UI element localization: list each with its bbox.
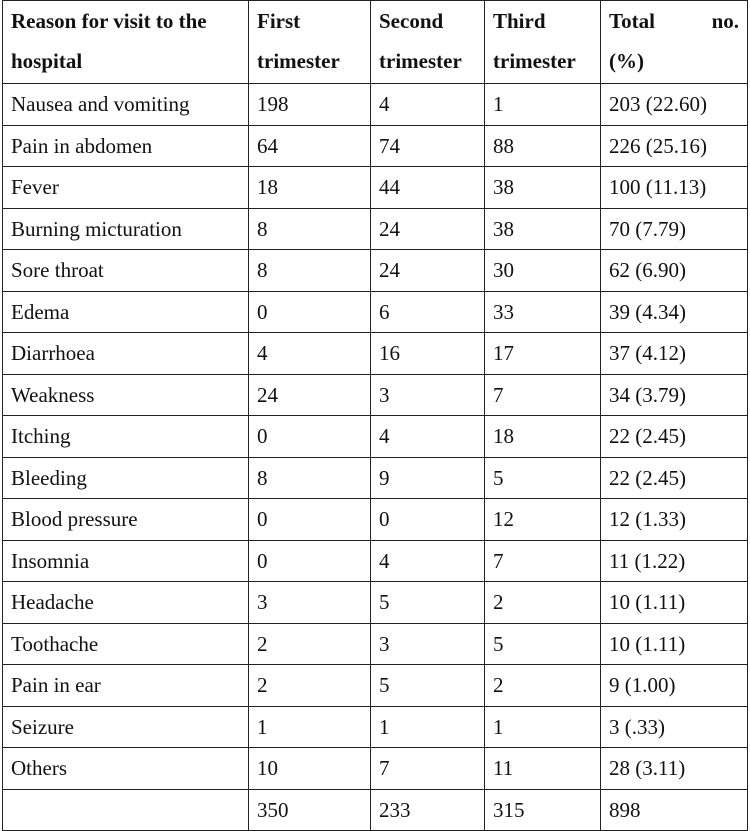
cell-reason: Itching	[3, 416, 249, 458]
cell-third: 30	[485, 250, 601, 292]
cell-second: 7	[371, 748, 485, 790]
header-row	[3, 1, 748, 84]
cell-first: 3	[249, 582, 371, 624]
cell-third: 11	[485, 748, 601, 790]
header-total-word1: Total	[609, 9, 655, 33]
cell-third: 33	[485, 291, 601, 333]
cell-first: 0	[249, 416, 371, 458]
cell-reason: Blood pressure	[3, 499, 249, 541]
cell-total: 9 (1.00)	[601, 665, 748, 707]
header-total-line2: (%)	[609, 49, 644, 73]
cell-total: 3 (.33)	[601, 706, 748, 748]
cell-reason: Diarrhoea	[3, 333, 249, 375]
table-row	[3, 208, 748, 250]
header-third-trimester	[485, 1, 601, 84]
cell-reason: Fever	[3, 167, 249, 209]
table-row	[3, 416, 748, 458]
cell-second: 4	[371, 84, 485, 126]
cell-third: 2	[485, 665, 601, 707]
cell-second: 3	[371, 374, 485, 416]
cell-third-total: 315	[485, 789, 601, 831]
table-row	[3, 84, 748, 126]
cell-total: 10 (1.11)	[601, 582, 748, 624]
cell-second: 0	[371, 499, 485, 541]
header-reason	[3, 1, 249, 84]
cell-third: 88	[485, 125, 601, 167]
cell-reason: Burning micturation	[3, 208, 249, 250]
cell-second: 74	[371, 125, 485, 167]
cell-first: 8	[249, 250, 371, 292]
header-reason-line2: hospital	[11, 49, 83, 73]
cell-third: 7	[485, 374, 601, 416]
cell-first: 8	[249, 208, 371, 250]
cell-total: 62 (6.90)	[601, 250, 748, 292]
table-row	[3, 291, 748, 333]
totals-row	[3, 789, 748, 831]
cell-third: 17	[485, 333, 601, 375]
cell-second: 3	[371, 623, 485, 665]
cell-first: 24	[249, 374, 371, 416]
cell-total: 12 (1.33)	[601, 499, 748, 541]
cell-total: 100 (11.13)	[601, 167, 748, 209]
cell-first: 8	[249, 457, 371, 499]
cell-reason: Bleeding	[3, 457, 249, 499]
cell-second-total: 233	[371, 789, 485, 831]
header-second-line2: trimester	[379, 49, 462, 73]
cell-first: 2	[249, 623, 371, 665]
cell-total: 203 (22.60)	[601, 84, 748, 126]
cell-third: 5	[485, 457, 601, 499]
table-row	[3, 374, 748, 416]
cell-total: 39 (4.34)	[601, 291, 748, 333]
cell-total: 70 (7.79)	[601, 208, 748, 250]
cell-first: 10	[249, 748, 371, 790]
table-row	[3, 706, 748, 748]
header-third-line2: trimester	[493, 49, 576, 73]
header-first-line2: trimester	[257, 49, 340, 73]
cell-third: 5	[485, 623, 601, 665]
header-total-word2: no.	[711, 9, 739, 33]
cell-third: 38	[485, 167, 601, 209]
cell-first-total: 350	[249, 789, 371, 831]
cell-first: 0	[249, 499, 371, 541]
cell-first: 4	[249, 333, 371, 375]
table-row	[3, 125, 748, 167]
table-row	[3, 540, 748, 582]
cell-third: 18	[485, 416, 601, 458]
cell-second: 9	[371, 457, 485, 499]
cell-reason: Toothache	[3, 623, 249, 665]
cell-reason: Pain in abdomen	[3, 125, 249, 167]
cell-third: 7	[485, 540, 601, 582]
table-row	[3, 582, 748, 624]
cell-reason: Pain in ear	[3, 665, 249, 707]
cell-third: 1	[485, 706, 601, 748]
cell-second: 5	[371, 665, 485, 707]
cell-grand-total: 898	[601, 789, 748, 831]
cell-reason: Headache	[3, 582, 249, 624]
header-second-line1: Second	[379, 9, 444, 33]
cell-total: 11 (1.22)	[601, 540, 748, 582]
header-total-line1	[609, 1, 739, 41]
cell-total: 22 (2.45)	[601, 416, 748, 458]
cell-total: 10 (1.11)	[601, 623, 748, 665]
cell-reason: Edema	[3, 291, 249, 333]
cell-second: 16	[371, 333, 485, 375]
cell-reason	[3, 789, 249, 831]
cell-second: 4	[371, 540, 485, 582]
cell-reason: Sore throat	[3, 250, 249, 292]
cell-second: 4	[371, 416, 485, 458]
cell-first: 0	[249, 291, 371, 333]
cell-second: 6	[371, 291, 485, 333]
cell-reason: Insomnia	[3, 540, 249, 582]
reasons-table	[2, 0, 748, 831]
cell-reason: Seizure	[3, 706, 249, 748]
header-first-trimester	[249, 1, 371, 84]
cell-first: 0	[249, 540, 371, 582]
cell-total: 28 (3.11)	[601, 748, 748, 790]
cell-second: 1	[371, 706, 485, 748]
table-row	[3, 333, 748, 375]
header-reason-line1: Reason for visit to the	[11, 9, 207, 33]
table-row	[3, 499, 748, 541]
table-row	[3, 623, 748, 665]
cell-first: 64	[249, 125, 371, 167]
header-second-trimester	[371, 1, 485, 84]
cell-total: 226 (25.16)	[601, 125, 748, 167]
cell-first: 1	[249, 706, 371, 748]
header-reason-line1-wrap	[11, 1, 240, 41]
table-row	[3, 250, 748, 292]
cell-second: 44	[371, 167, 485, 209]
cell-first: 198	[249, 84, 371, 126]
cell-second: 24	[371, 250, 485, 292]
cell-first: 2	[249, 665, 371, 707]
cell-reason: Others	[3, 748, 249, 790]
cell-second: 5	[371, 582, 485, 624]
cell-third: 1	[485, 84, 601, 126]
table-row	[3, 457, 748, 499]
header-total	[601, 1, 748, 84]
cell-total: 34 (3.79)	[601, 374, 748, 416]
table-row	[3, 748, 748, 790]
table-row	[3, 665, 748, 707]
cell-third: 2	[485, 582, 601, 624]
header-third-line1: Third	[493, 9, 546, 33]
header-first-line1: First	[257, 9, 301, 33]
cell-reason: Nausea and vomiting	[3, 84, 249, 126]
cell-reason: Weakness	[3, 374, 249, 416]
cell-first: 18	[249, 167, 371, 209]
cell-second: 24	[371, 208, 485, 250]
cell-total: 22 (2.45)	[601, 457, 748, 499]
table-row	[3, 167, 748, 209]
cell-third: 38	[485, 208, 601, 250]
cell-third: 12	[485, 499, 601, 541]
cell-total: 37 (4.12)	[601, 333, 748, 375]
